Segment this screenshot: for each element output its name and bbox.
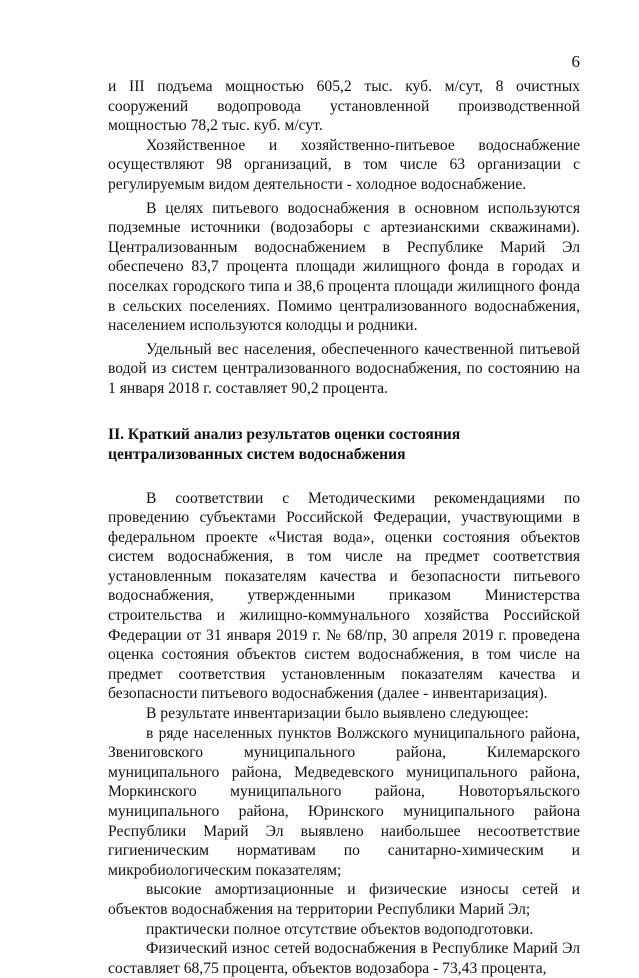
- paragraph-finding-districts: в ряде населенных пунктов Волжского муниципального района, Звениговского муниципального района, Килемарского муниципального района, Медведевского муниципального района, Моркинского муниципального района, Новоторъяльского муниципального района, Юринского муниципального района Республики Марий Эл выявлено наибольшее несоответствие гигиеническим нормативам по санитарно-химическим и микробиологическим показателям;: [108, 724, 580, 879]
- paragraph-finding-wear: высокие амортизационные и физические износы сетей и объектов водоснабжения на территории Республики Марий Эл;: [108, 881, 580, 918]
- paragraph-physical-wear: Физический износ сетей водоснабжения в Республике Марий Эл составляет 68,75 процента, объектов водозабора - 73,43 процента,: [108, 940, 580, 977]
- document-body: [108, 77, 580, 978]
- paragraph-capacity-continuation: и III подъема мощностью 605,2 тыс. куб. м/сут, 8 очистных сооружений водопровода установленной производственной мощностью 78,2 тыс. куб. м/сут.: [108, 78, 580, 135]
- section-heading-line-2: централизованных систем водоснабжения: [108, 445, 406, 463]
- paragraph-finding-treatment: практически полное отсутствие объектов водоподготовки.: [146, 920, 534, 938]
- section-heading-line-1: II. Краткий анализ результатов оценки состояния: [108, 425, 461, 443]
- paragraph-quality-share: Удельный вес населения, обеспеченного качественной питьевой водой из систем централизованного водоснабжения, по состоянию на 1 января 2018 г. составляет 90,2 процента.: [108, 340, 580, 397]
- section-heading: [108, 425, 580, 465]
- paragraph-water-sources: В целях питьевого водоснабжения в основном используются подземные источники (водозаборы с артезианскими скважинами). Централизованным водоснабжением в Республике Марий Эл обеспечено 83,7 процента площади жилищного фонда в городах и поселках городского типа и 38,6 процента площади жилищного фонда в сельских поселениях. Помимо централизованного водоснабжения, населением используются колодцы и родники.: [108, 199, 580, 335]
- paragraph-organizations: Хозяйственное и хозяйственно-питьевое водоснабжение осуществляют 98 организаций, в том числе 63 организации с регулируемым видом деятельности - холодное водоснабжение.: [108, 136, 580, 193]
- paragraph-methodology: В соответствии с Методическими рекомендациями по проведению субъектами Российской Федерации, участвующими в федеральном проекте «Чистая вода», оценки состояния объектов систем водоснабжения, в том числе на предмет соответствия установленным показателям качества и безопасности питьевого водоснабжения, утвержденными приказом Министерства строительства и жилищно-коммунального хозяйства Российской Федерации от 31 января 2019 г. № 68/пр, 30 апреля 2019 г. проведена оценка состояния объектов систем водоснабжения, в том числе на предмет соответствия установленным показателям качества и безопасности питьевого водоснабжения (далее - инвентаризация).: [108, 489, 580, 703]
- page-number: 6: [571, 52, 580, 71]
- paragraph-inventory-intro: В результате инвентаризации было выявлено следующее:: [146, 705, 529, 723]
